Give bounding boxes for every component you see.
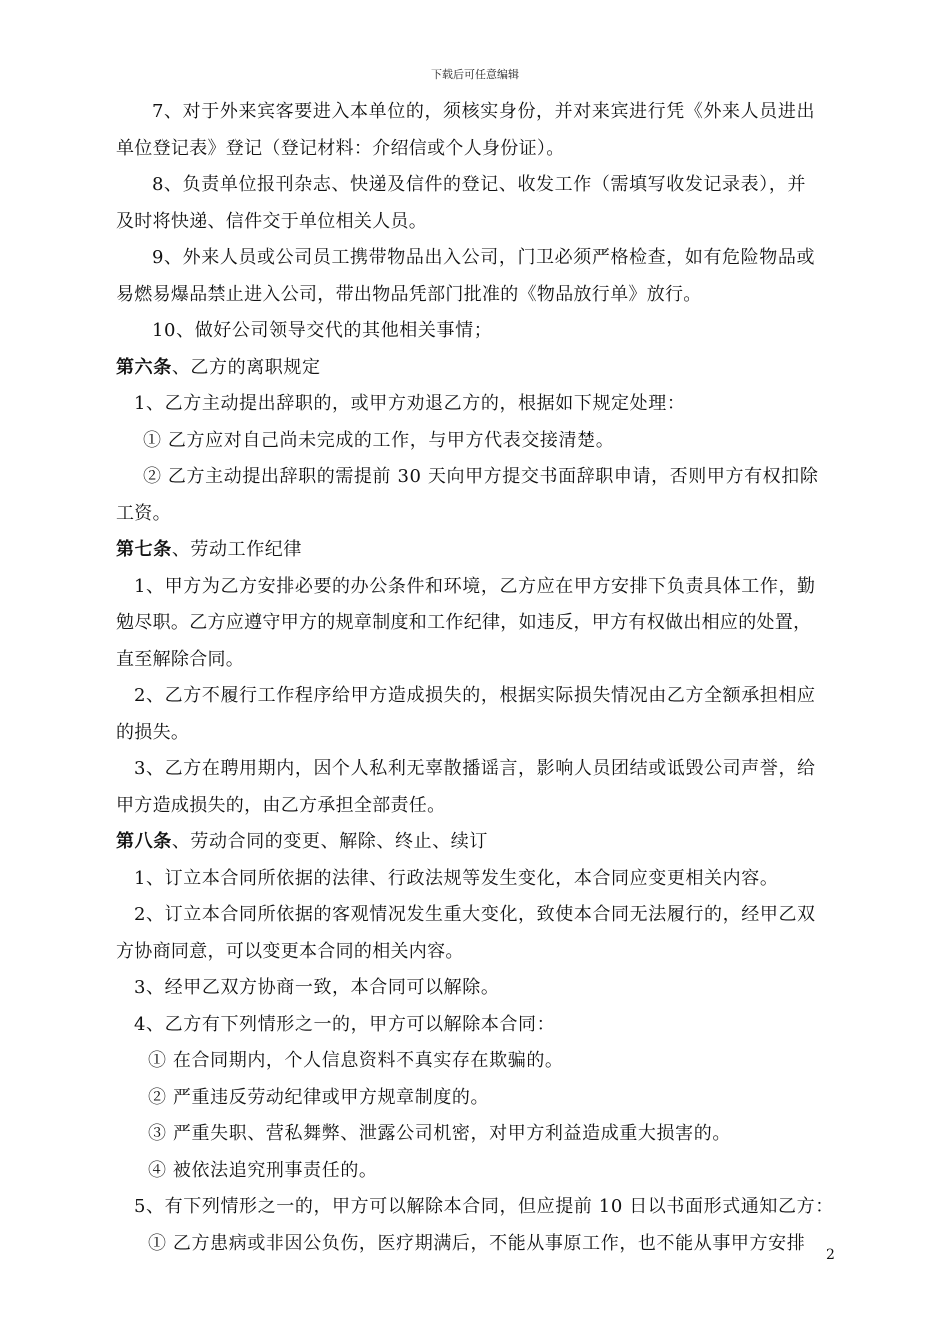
paragraph-line: 10、做好公司领导交代的其他相关事情； [152,320,493,341]
section-heading-text: 、劳动工作纪律 [171,539,303,560]
section-heading-text: 、劳动合同的变更、解除、终止、续订 [171,831,489,852]
section-heading-bold: 第八条 [116,831,172,852]
paragraph-line: 9、外来人员或公司员工携带物品出入公司，门卫必须严格检查，如有危险物品或 [152,247,816,268]
section-heading-7 [116,532,838,569]
paragraph-line: 4、乙方有下列情形之一的，甲方可以解除本合同： [134,1013,556,1035]
paragraph-line: 甲方造成损失的，由乙方承担全部责任。 [116,794,446,816]
paragraph-line: 方协商同意，可以变更本合同的相关内容。 [116,940,464,962]
paragraph-line: 及时将快递、信件交于单位相关人员。 [116,210,428,232]
paragraph-line: 3、乙方在聘用期内，因个人私利无辜散播谣言，影响人员团结或诋毁公司声誉，给 [134,758,816,779]
section-heading-text: 、乙方的离职规定 [171,356,321,378]
page-header: 下载后可任意编辑 [431,68,519,81]
paragraph-line: 易燃易爆品禁止进入公司，带出物品凭部门批准的《物品放行单》放行。 [116,283,702,305]
paragraph-line: 勉尽职。乙方应遵守甲方的规章制度和工作纪律，如违反，甲方有权做出相应的处置， [116,612,812,633]
section-heading-8 [116,824,838,861]
paragraph-line: 1、甲方为乙方安排必要的办公条件和环境，乙方应在甲方安排下负责具体工作，勤 [134,575,816,597]
paragraph-line: 3、经甲乙双方协商一致，本合同可以解除。 [134,977,500,998]
paragraph-line: 直至解除合同。 [116,648,245,670]
paragraph-line: 的损失。 [116,721,190,743]
page-number: 2 [826,1247,835,1263]
paragraph-line: 1、乙方主动提出辞职的，或甲方劝退乙方的，根据如下规定处理： [134,393,686,414]
section-heading-6 [116,350,838,387]
paragraph-line: 2、乙方不履行工作程序给甲方造成损失的，根据实际损失情况由乙方全额承担相应 [134,685,816,706]
section-heading-bold: 第七条 [116,539,172,560]
paragraph-line: 工资。 [116,502,171,524]
paragraph-line: 7、对于外来宾客要进入本单位的，须核实身份，并对来宾进行凭《外来人员进出 [152,101,816,122]
list-item: ③ 严重失职、营私舞弊、泄露公司机密，对甲方利益造成重大损害的。 [148,1123,731,1144]
list-item: ④ 被依法追究刑事责任的。 [148,1159,378,1181]
paragraph-line: 2、订立本合同所依据的客观情况发生重大变化，致使本合同无法履行的，经甲乙双 [134,904,816,925]
list-item: ② 乙方主动提出辞职的需提前 30 天向甲方提交书面辞职申请，否则甲方有权扣除 [143,466,819,487]
list-item: ① 乙方患病或非因公负伤，医疗期满后，不能从事原工作，也不能从事甲方安排 [148,1232,806,1254]
paragraph-line: 8、负责单位报刊杂志、快递及信件的登记、收发工作（需填写收发记录表），并 [152,174,807,195]
paragraph-line: 5、有下列情形之一的，甲方可以解除本合同，但应提前 10 日以书面形式通知乙方： [134,1196,834,1217]
document-body [116,94,838,1262]
list-item: ① 乙方应对自己尚未完成的工作，与甲方代表交接清楚。 [143,429,615,451]
list-item: ② 严重违反劳动纪律或甲方规章制度的。 [148,1086,490,1108]
paragraph-line: 单位登记表》登记（登记材料：介绍信或个人身份证）。 [116,137,565,159]
list-item: ① 在合同期内，个人信息资料不真实存在欺骗的。 [148,1050,564,1071]
section-heading-bold: 第六条 [116,356,172,378]
paragraph-line: 1、订立本合同所依据的法律、行政法规等发生变化，本合同应变更相关内容。 [134,867,779,889]
